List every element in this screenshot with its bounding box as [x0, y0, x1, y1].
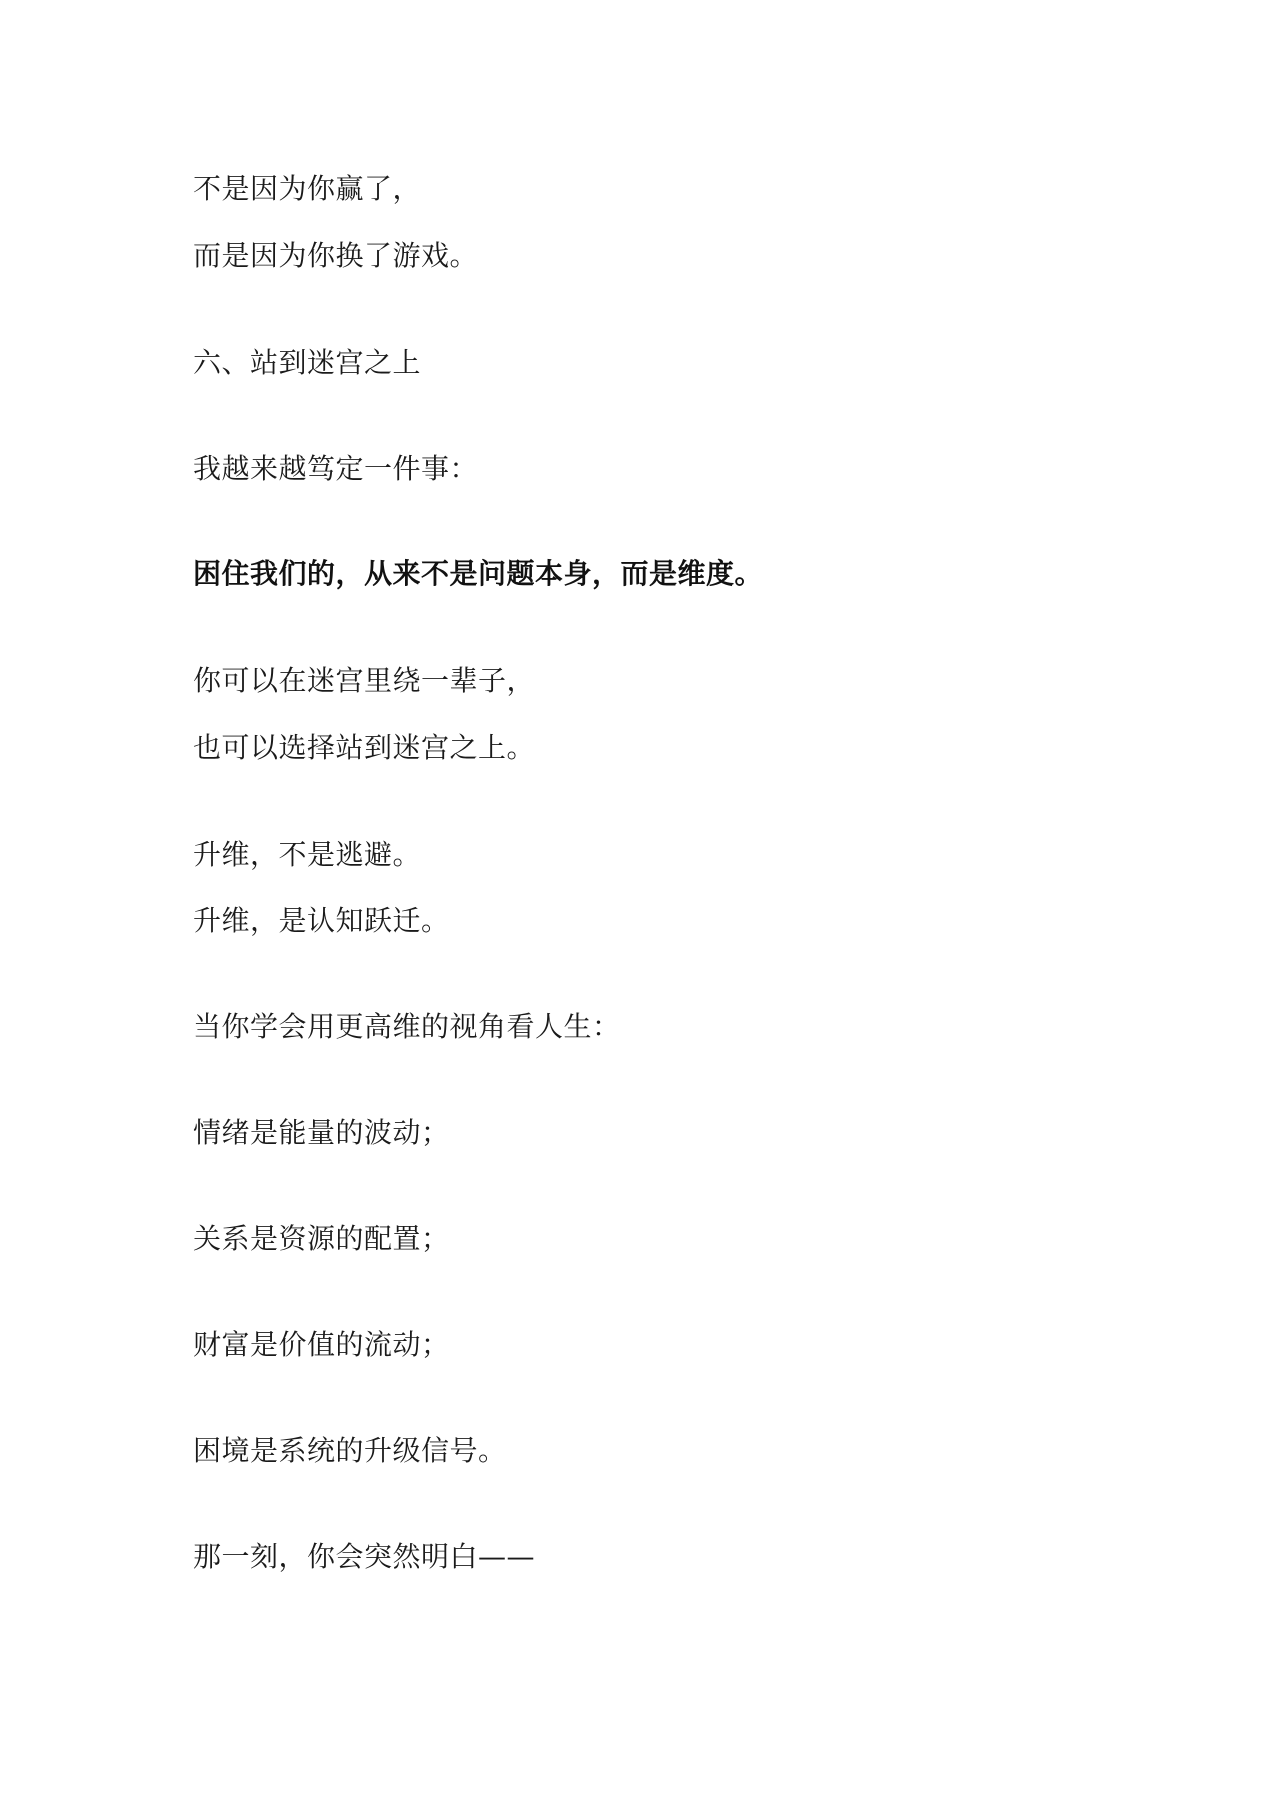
paragraph-line: 升维，是认知跃迁。: [193, 904, 450, 937]
bold-statement: 困住我们的，从来不是问题本身，而是维度。: [193, 557, 764, 590]
paragraph-line: 不是因为你赢了，: [193, 172, 422, 205]
paragraph-line: 我越来越笃定一件事：: [193, 452, 479, 485]
paragraph-line: 财富是价值的流动；: [193, 1328, 450, 1361]
paragraph-line: 升维，不是逃避。: [193, 838, 422, 871]
section-heading: 六、站到迷宫之上: [193, 346, 422, 379]
paragraph-line: 当你学会用更高维的视角看人生：: [193, 1010, 621, 1043]
paragraph-line: 关系是资源的配置；: [193, 1222, 450, 1255]
paragraph-line: 也可以选择站到迷宫之上。: [193, 731, 536, 764]
paragraph-line: 那一刻，你会突然明白——: [193, 1540, 536, 1573]
paragraph-line: 而是因为你换了游戏。: [193, 239, 479, 272]
paragraph-line: 情绪是能量的波动；: [193, 1116, 450, 1149]
paragraph-line: 你可以在迷宫里绕一辈子，: [193, 664, 536, 697]
paragraph-line: 困境是系统的升级信号。: [193, 1434, 507, 1467]
